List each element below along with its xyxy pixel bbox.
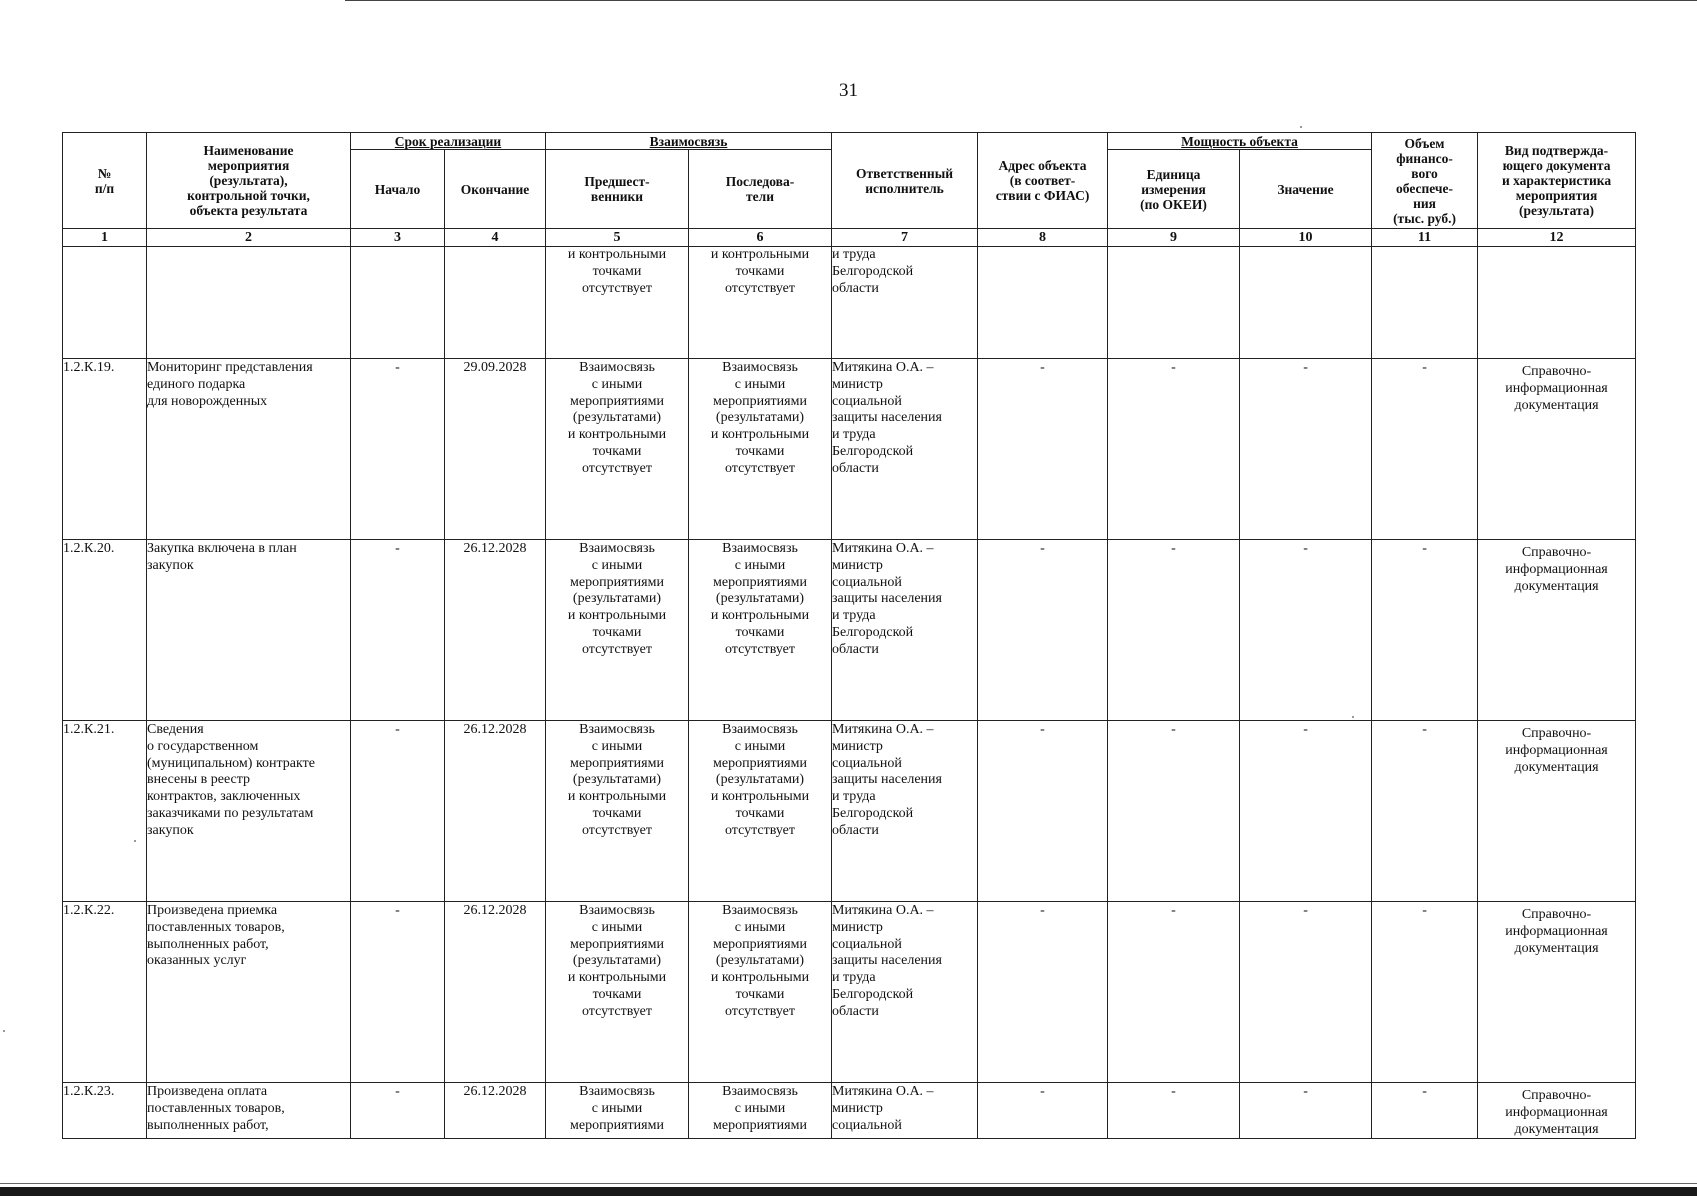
cell-value: -	[1240, 1083, 1372, 1139]
cell-end: 26.12.2028	[445, 721, 546, 902]
cell-unit: -	[1108, 721, 1240, 902]
scan-speck	[1300, 126, 1302, 128]
cell-succ: и контрольными точками отсутствует	[689, 247, 832, 359]
table-row	[63, 902, 1636, 1083]
cell-value: -	[1240, 721, 1372, 902]
cell-end: 26.12.2028	[445, 1083, 546, 1139]
column-number: 7	[832, 229, 978, 247]
cell-succ: Взаимосвязь с иными мероприятиями (результатами) и контрольными точками отсутствует	[689, 540, 832, 721]
cell-pred: Взаимосвязь с иными мероприятиями (результатами) и контрольными точками отсутствует	[546, 359, 689, 540]
cell-name: Сведения о государственном (муниципальном) контракте внесены в реестр контрактов, заключенных заказчиками по результатам закупок	[147, 721, 351, 902]
cell-addr: -	[978, 902, 1108, 1083]
cell-pred: Взаимосвязь с иными мероприятиями	[546, 1083, 689, 1139]
cell-num	[63, 247, 147, 359]
cell-pred: Взаимосвязь с иными мероприятиями (результатами) и контрольными точками отсутствует	[546, 540, 689, 721]
cell-value: -	[1240, 902, 1372, 1083]
header-doc: Вид подтвержда- ющего документа и характеристика мероприятия (результата)	[1478, 133, 1636, 229]
cell-exec: Митякина О.А. – министр социальной защиты населения и труда Белгородской области	[832, 540, 978, 721]
bottom-edge-rule	[0, 1187, 1697, 1196]
column-number: 4	[445, 229, 546, 247]
cell-start: -	[351, 359, 445, 540]
cell-succ: Взаимосвязь с иными мероприятиями	[689, 1083, 832, 1139]
header-group-link: Взаимосвязь	[546, 133, 832, 150]
cell-fin: -	[1372, 902, 1478, 1083]
cell-name: Произведена оплата поставленных товаров, выполненных работ,	[147, 1083, 351, 1139]
cell-unit: -	[1108, 902, 1240, 1083]
column-number: 12	[1478, 229, 1636, 247]
cell-addr: -	[978, 721, 1108, 902]
table-row	[63, 721, 1636, 902]
column-number: 6	[689, 229, 832, 247]
cell-succ: Взаимосвязь с иными мероприятиями (результатами) и контрольными точками отсутствует	[689, 902, 832, 1083]
cell-end: 26.12.2028	[445, 540, 546, 721]
cell-doc	[1478, 247, 1636, 359]
cell-pred: и контрольными точками отсутствует	[546, 247, 689, 359]
cell-name	[147, 247, 351, 359]
cell-doc: Справочно- информационная документация	[1478, 902, 1636, 1083]
bottom-edge-rule-thin	[0, 1183, 1697, 1184]
cell-doc: Справочно- информационная документация	[1478, 1083, 1636, 1139]
cell-exec: Митякина О.А. – министр социальной	[832, 1083, 978, 1139]
cell-succ: Взаимосвязь с иными мероприятиями (результатами) и контрольными точками отсутствует	[689, 721, 832, 902]
column-number: 5	[546, 229, 689, 247]
header-group-capacity: Мощность объекта	[1108, 133, 1372, 150]
header-fin: Объем финансо- вого обеспече- ния (тыс. руб.)	[1372, 133, 1478, 229]
header-group-term: Срок реализации	[351, 133, 546, 150]
cell-pred: Взаимосвязь с иными мероприятиями (результатами) и контрольными точками отсутствует	[546, 721, 689, 902]
column-number-row	[63, 229, 1636, 247]
cell-end: 29.09.2028	[445, 359, 546, 540]
cell-doc: Справочно- информационная документация	[1478, 540, 1636, 721]
cell-exec: Митякина О.А. – министр социальной защиты населения и труда Белгородской области	[832, 721, 978, 902]
cell-fin: -	[1372, 540, 1478, 721]
activities-table	[62, 132, 1636, 1139]
continuation-row	[63, 247, 1636, 359]
cell-addr: -	[978, 540, 1108, 721]
cell-num: 1.2.К.19.	[63, 359, 147, 540]
column-number: 2	[147, 229, 351, 247]
cell-name: Закупка включена в план закупок	[147, 540, 351, 721]
scan-speck	[1352, 716, 1354, 718]
column-number: 9	[1108, 229, 1240, 247]
page-number: 31	[839, 80, 858, 101]
cell-addr: -	[978, 359, 1108, 540]
header-succ: Последова- тели	[689, 150, 832, 229]
column-number: 11	[1372, 229, 1478, 247]
cell-name: Произведена приемка поставленных товаров, выполненных работ, оказанных услуг	[147, 902, 351, 1083]
column-number: 8	[978, 229, 1108, 247]
cell-exec: Митякина О.А. – министр социальной защиты населения и труда Белгородской области	[832, 902, 978, 1083]
cell-unit: -	[1108, 540, 1240, 721]
cell-start: -	[351, 721, 445, 902]
cell-num: 1.2.К.22.	[63, 902, 147, 1083]
header-addr: Адрес объекта (в соответ- ствии с ФИАС)	[978, 133, 1108, 229]
cell-fin: -	[1372, 359, 1478, 540]
header-end: Окончание	[445, 150, 546, 229]
cell-addr: -	[978, 1083, 1108, 1139]
top-edge-rule	[345, 0, 1697, 1]
cell-succ: Взаимосвязь с иными мероприятиями (результатами) и контрольными точками отсутствует	[689, 359, 832, 540]
header-exec: Ответственный исполнитель	[832, 133, 978, 229]
cell-addr	[978, 247, 1108, 359]
header-row-groups	[63, 133, 1636, 150]
table-row	[63, 359, 1636, 540]
header-pred: Предшест- венники	[546, 150, 689, 229]
header-num: № п/п	[63, 133, 147, 229]
cell-unit	[1108, 247, 1240, 359]
cell-value: -	[1240, 540, 1372, 721]
cell-value	[1240, 247, 1372, 359]
header-value: Значение	[1240, 150, 1372, 229]
cell-name: Мониторинг представления единого подарка для новорожденных	[147, 359, 351, 540]
cell-start: -	[351, 902, 445, 1083]
cell-doc: Справочно- информационная документация	[1478, 721, 1636, 902]
header-name: Наименование мероприятия (результата), контрольной точки, объекта результата	[147, 133, 351, 229]
cell-fin: -	[1372, 1083, 1478, 1139]
scan-speck	[3, 1030, 5, 1032]
scan-speck	[134, 840, 136, 842]
cell-start: -	[351, 1083, 445, 1139]
table-row	[63, 1083, 1636, 1139]
cell-fin: -	[1372, 721, 1478, 902]
cell-pred: Взаимосвязь с иными мероприятиями (результатами) и контрольными точками отсутствует	[546, 902, 689, 1083]
cell-value: -	[1240, 359, 1372, 540]
cell-exec: Митякина О.А. – министр социальной защиты населения и труда Белгородской области	[832, 359, 978, 540]
cell-unit: -	[1108, 359, 1240, 540]
cell-end	[445, 247, 546, 359]
header-unit: Единица измерения (по ОКЕИ)	[1108, 150, 1240, 229]
column-number: 1	[63, 229, 147, 247]
cell-num: 1.2.К.20.	[63, 540, 147, 721]
cell-num: 1.2.К.21.	[63, 721, 147, 902]
column-number: 3	[351, 229, 445, 247]
cell-unit: -	[1108, 1083, 1240, 1139]
cell-end: 26.12.2028	[445, 902, 546, 1083]
header-start: Начало	[351, 150, 445, 229]
cell-exec: и труда Белгородской области	[832, 247, 978, 359]
cell-doc: Справочно- информационная документация	[1478, 359, 1636, 540]
cell-num: 1.2.К.23.	[63, 1083, 147, 1139]
cell-fin	[1372, 247, 1478, 359]
table-row	[63, 540, 1636, 721]
column-number: 10	[1240, 229, 1372, 247]
cell-start: -	[351, 540, 445, 721]
cell-start	[351, 247, 445, 359]
